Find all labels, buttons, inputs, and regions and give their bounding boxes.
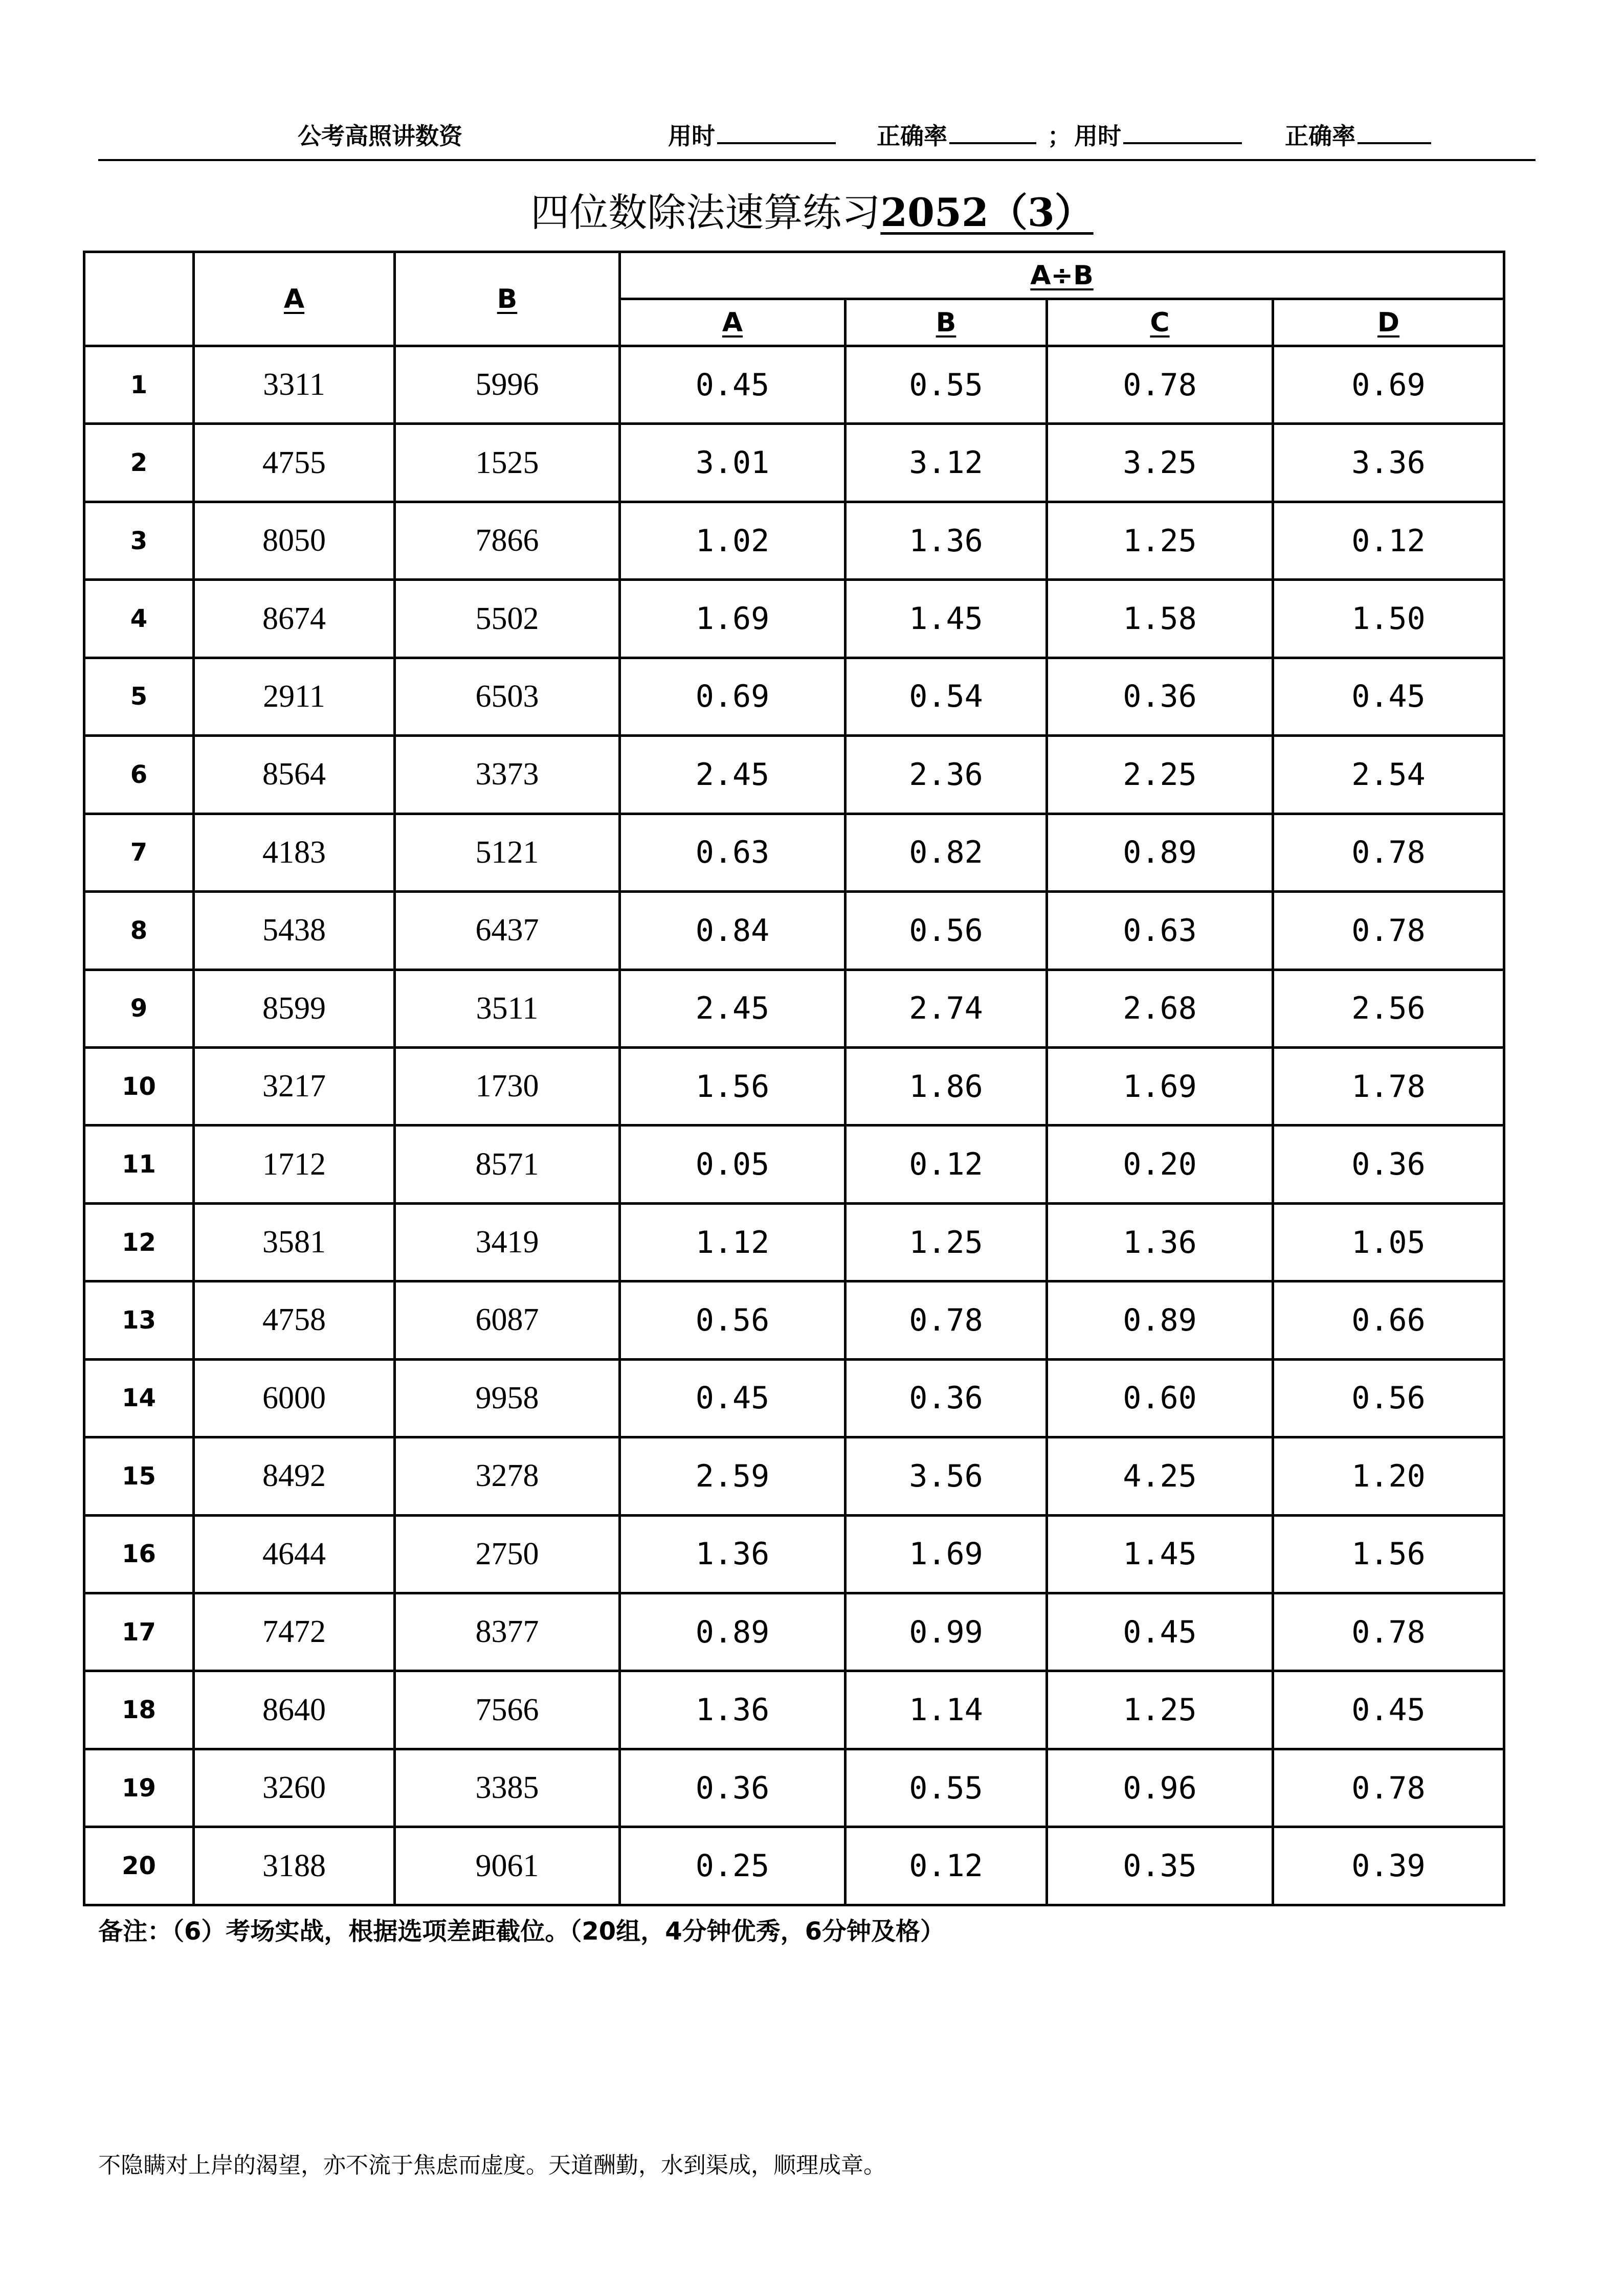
option-b-cell: 2.74: [846, 970, 1047, 1047]
row-index: 8: [84, 892, 194, 970]
option-a-label: A: [722, 307, 743, 338]
value-b-cell: 6437: [395, 892, 620, 970]
option-d-cell: 0.39: [1273, 1827, 1504, 1905]
row-index: 14: [84, 1359, 194, 1437]
option-d-cell: 0.45: [1273, 658, 1504, 735]
time-label-2: 用时: [1074, 122, 1121, 150]
option-d-label: D: [1377, 307, 1400, 338]
accuracy-field-1: [877, 118, 947, 151]
option-b-cell: 0.12: [846, 1827, 1047, 1905]
option-a-cell: 0.69: [620, 658, 846, 735]
page-title: [0, 182, 1624, 237]
division-practice-table: [83, 251, 1505, 1906]
value-a-cell: 4183: [194, 814, 395, 891]
option-b-cell: 1.36: [846, 502, 1047, 579]
value-a-cell: 8640: [194, 1671, 395, 1749]
row-index: 12: [84, 1203, 194, 1281]
option-c-cell: 0.78: [1047, 346, 1273, 424]
option-b-cell: 1.69: [846, 1515, 1047, 1593]
value-b-cell: 3511: [395, 970, 620, 1047]
row-index: 19: [84, 1749, 194, 1827]
value-a-cell: 3260: [194, 1749, 395, 1827]
row-index: 7: [84, 814, 194, 891]
col-b-header: [395, 252, 620, 346]
option-d-cell: 1.20: [1273, 1437, 1504, 1515]
value-a-cell: 4644: [194, 1515, 395, 1593]
row-index: 3: [84, 502, 194, 579]
row-index: 6: [84, 736, 194, 814]
value-b-cell: 5502: [395, 580, 620, 658]
option-a-cell: 3.01: [620, 424, 846, 502]
option-c-cell: 0.89: [1047, 814, 1273, 891]
option-a-cell: 1.69: [620, 580, 846, 658]
table-body: [84, 346, 1504, 1905]
option-a-cell: 0.45: [620, 346, 846, 424]
option-b-cell: 1.86: [846, 1047, 1047, 1125]
option-b-cell: 0.56: [846, 892, 1047, 970]
table-row: [84, 1281, 1504, 1359]
option-a-cell: 1.56: [620, 1047, 846, 1125]
option-a-cell: 1.02: [620, 502, 846, 579]
option-a-cell: 0.63: [620, 814, 846, 891]
table-row: [84, 346, 1504, 424]
value-a-cell: 3581: [194, 1203, 395, 1281]
row-index: 2: [84, 424, 194, 502]
option-d-cell: 0.78: [1273, 1593, 1504, 1671]
option-d-cell: 0.36: [1273, 1126, 1504, 1203]
col-a-label: A: [283, 283, 305, 314]
value-b-cell: 8377: [395, 1593, 620, 1671]
time-label-1: 用时: [668, 122, 715, 150]
row-index: 16: [84, 1515, 194, 1593]
value-a-cell: 8050: [194, 502, 395, 579]
worksheet-header: [0, 118, 1624, 153]
option-a-cell: 0.45: [620, 1359, 846, 1437]
quotient-group-header: [620, 252, 1504, 299]
option-d-cell: 0.78: [1273, 892, 1504, 970]
value-a-cell: 4758: [194, 1281, 395, 1359]
option-c-cell: 2.25: [1047, 736, 1273, 814]
option-c-cell: 0.89: [1047, 1281, 1273, 1359]
table-row: [84, 1359, 1504, 1437]
option-b-label: B: [936, 307, 956, 338]
option-b-cell: 0.82: [846, 814, 1047, 891]
option-c-cell: 0.63: [1047, 892, 1273, 970]
option-d-cell: 0.12: [1273, 502, 1504, 579]
option-b-cell: 0.99: [846, 1593, 1047, 1671]
option-c-cell: 0.36: [1047, 658, 1273, 735]
title-text: 四位数除法速算练习: [530, 190, 881, 235]
value-a-cell: 8674: [194, 580, 395, 658]
option-c-cell: 1.69: [1047, 1047, 1273, 1125]
value-a-cell: 2911: [194, 658, 395, 735]
option-c-cell: 0.20: [1047, 1126, 1273, 1203]
time-field-2: [1074, 118, 1121, 151]
option-d-header: [1273, 299, 1504, 346]
option-d-cell: 0.45: [1273, 1671, 1504, 1749]
value-a-cell: 3188: [194, 1827, 395, 1905]
option-d-cell: 1.05: [1273, 1203, 1504, 1281]
value-b-cell: 3278: [395, 1437, 620, 1515]
option-d-cell: 1.50: [1273, 580, 1504, 658]
table-row: [84, 814, 1504, 891]
accuracy-label-2: 正确率: [1285, 122, 1355, 150]
option-a-cell: 2.45: [620, 970, 846, 1047]
col-a-header: [194, 252, 395, 346]
value-a-cell: 4755: [194, 424, 395, 502]
option-a-cell: 1.36: [620, 1671, 846, 1749]
option-c-cell: 1.25: [1047, 1671, 1273, 1749]
table-row: [84, 1437, 1504, 1515]
value-b-cell: 9958: [395, 1359, 620, 1437]
option-d-cell: 3.36: [1273, 424, 1504, 502]
option-a-cell: 2.59: [620, 1437, 846, 1515]
option-d-cell: 0.78: [1273, 1749, 1504, 1827]
accuracy-blank-1: [949, 118, 1036, 144]
accuracy-blank-2: [1358, 118, 1431, 144]
table-row: [84, 892, 1504, 970]
table-row: [84, 1203, 1504, 1281]
table-row: [84, 1515, 1504, 1593]
time-field-1: [668, 118, 715, 151]
row-index: 5: [84, 658, 194, 735]
value-b-cell: 5996: [395, 346, 620, 424]
table-row: [84, 1126, 1504, 1203]
value-a-cell: 8599: [194, 970, 395, 1047]
table-row: [84, 1047, 1504, 1125]
option-b-cell: 0.36: [846, 1359, 1047, 1437]
value-b-cell: 8571: [395, 1126, 620, 1203]
time-blank-2: [1123, 118, 1242, 144]
header-separator: ；: [1048, 122, 1071, 150]
option-c-cell: 3.25: [1047, 424, 1273, 502]
table-row: [84, 502, 1504, 579]
row-index: 17: [84, 1593, 194, 1671]
value-b-cell: 7566: [395, 1671, 620, 1749]
option-d-cell: 0.66: [1273, 1281, 1504, 1359]
option-a-header: [620, 299, 846, 346]
value-a-cell: 1712: [194, 1126, 395, 1203]
option-c-cell: 0.60: [1047, 1359, 1273, 1437]
option-a-cell: 0.05: [620, 1126, 846, 1203]
table-row: [84, 424, 1504, 502]
option-b-cell: 0.78: [846, 1281, 1047, 1359]
value-b-cell: 7866: [395, 502, 620, 579]
option-c-cell: 0.96: [1047, 1749, 1273, 1827]
value-b-cell: 9061: [395, 1827, 620, 1905]
value-b-cell: 6503: [395, 658, 620, 735]
option-b-cell: 0.55: [846, 1749, 1047, 1827]
option-a-cell: 0.25: [620, 1827, 846, 1905]
table-row: [84, 1593, 1504, 1671]
table-row: [84, 1671, 1504, 1749]
table-row: [84, 580, 1504, 658]
index-header: [84, 252, 194, 346]
quotient-group-label: A÷B: [1030, 260, 1094, 291]
option-c-cell: 1.36: [1047, 1203, 1273, 1281]
option-b-cell: 3.56: [846, 1437, 1047, 1515]
title-number: 2052（3）: [880, 190, 1094, 235]
option-b-cell: 0.54: [846, 658, 1047, 735]
col-b-label: B: [497, 283, 518, 314]
option-b-cell: 2.36: [846, 736, 1047, 814]
accuracy-label-1: 正确率: [877, 122, 947, 150]
option-c-cell: 1.58: [1047, 580, 1273, 658]
motto-text: 不隐瞒对上岸的渴望，亦不流于焦虑而虚度。天道酬勤，水到渠成，顺理成章。: [98, 2152, 886, 2178]
row-index: 10: [84, 1047, 194, 1125]
option-a-cell: 0.84: [620, 892, 846, 970]
value-b-cell: 3373: [395, 736, 620, 814]
value-b-cell: 5121: [395, 814, 620, 891]
table-row: [84, 736, 1504, 814]
value-a-cell: 5438: [194, 892, 395, 970]
option-b-cell: 1.25: [846, 1203, 1047, 1281]
option-c-cell: 1.45: [1047, 1515, 1273, 1593]
option-d-cell: 2.54: [1273, 736, 1504, 814]
value-a-cell: 3217: [194, 1047, 395, 1125]
value-a-cell: 8564: [194, 736, 395, 814]
option-b-cell: 3.12: [846, 424, 1047, 502]
value-b-cell: 3385: [395, 1749, 620, 1827]
option-d-cell: 1.56: [1273, 1515, 1504, 1593]
option-c-cell: 0.35: [1047, 1827, 1273, 1905]
option-b-header: [846, 299, 1047, 346]
option-c-cell: 4.25: [1047, 1437, 1273, 1515]
option-b-cell: 0.55: [846, 346, 1047, 424]
value-a-cell: 8492: [194, 1437, 395, 1515]
value-b-cell: 1730: [395, 1047, 620, 1125]
option-c-header: [1047, 299, 1273, 346]
value-a-cell: 7472: [194, 1593, 395, 1671]
table-row: [84, 1827, 1504, 1905]
header-rule: [98, 159, 1536, 161]
option-c-cell: 1.25: [1047, 502, 1273, 579]
value-a-cell: 6000: [194, 1359, 395, 1437]
row-index: 18: [84, 1671, 194, 1749]
option-a-cell: 2.45: [620, 736, 846, 814]
row-index: 4: [84, 580, 194, 658]
option-c-label: C: [1150, 307, 1170, 338]
option-d-cell: 2.56: [1273, 970, 1504, 1047]
option-a-cell: 1.12: [620, 1203, 846, 1281]
option-d-cell: 0.56: [1273, 1359, 1504, 1437]
table-row: [84, 1749, 1504, 1827]
time-blank-1: [717, 118, 836, 144]
note-text: 备注：（6）考场实战，根据选项差距截位。（20组，4分钟优秀，6分钟及格）: [98, 1917, 945, 1946]
row-index: 20: [84, 1827, 194, 1905]
row-index: 1: [84, 346, 194, 424]
option-b-cell: 1.14: [846, 1671, 1047, 1749]
value-a-cell: 3311: [194, 346, 395, 424]
option-a-cell: 1.36: [620, 1515, 846, 1593]
table-row: [84, 658, 1504, 735]
option-a-cell: 0.56: [620, 1281, 846, 1359]
option-b-cell: 0.12: [846, 1126, 1047, 1203]
row-index: 9: [84, 970, 194, 1047]
option-c-cell: 2.68: [1047, 970, 1273, 1047]
table-row: [84, 970, 1504, 1047]
row-index: 13: [84, 1281, 194, 1359]
option-b-cell: 1.45: [846, 580, 1047, 658]
value-b-cell: 2750: [395, 1515, 620, 1593]
value-b-cell: 6087: [395, 1281, 620, 1359]
accuracy-field-2: [1285, 118, 1355, 151]
option-d-cell: 0.69: [1273, 346, 1504, 424]
option-d-cell: 0.78: [1273, 814, 1504, 891]
value-b-cell: 3419: [395, 1203, 620, 1281]
option-d-cell: 1.78: [1273, 1047, 1504, 1125]
row-index: 15: [84, 1437, 194, 1515]
value-b-cell: 1525: [395, 424, 620, 502]
option-a-cell: 0.89: [620, 1593, 846, 1671]
option-c-cell: 0.45: [1047, 1593, 1273, 1671]
row-index: 11: [84, 1126, 194, 1203]
source-label: 公考高照讲数资: [298, 122, 462, 150]
option-a-cell: 0.36: [620, 1749, 846, 1827]
